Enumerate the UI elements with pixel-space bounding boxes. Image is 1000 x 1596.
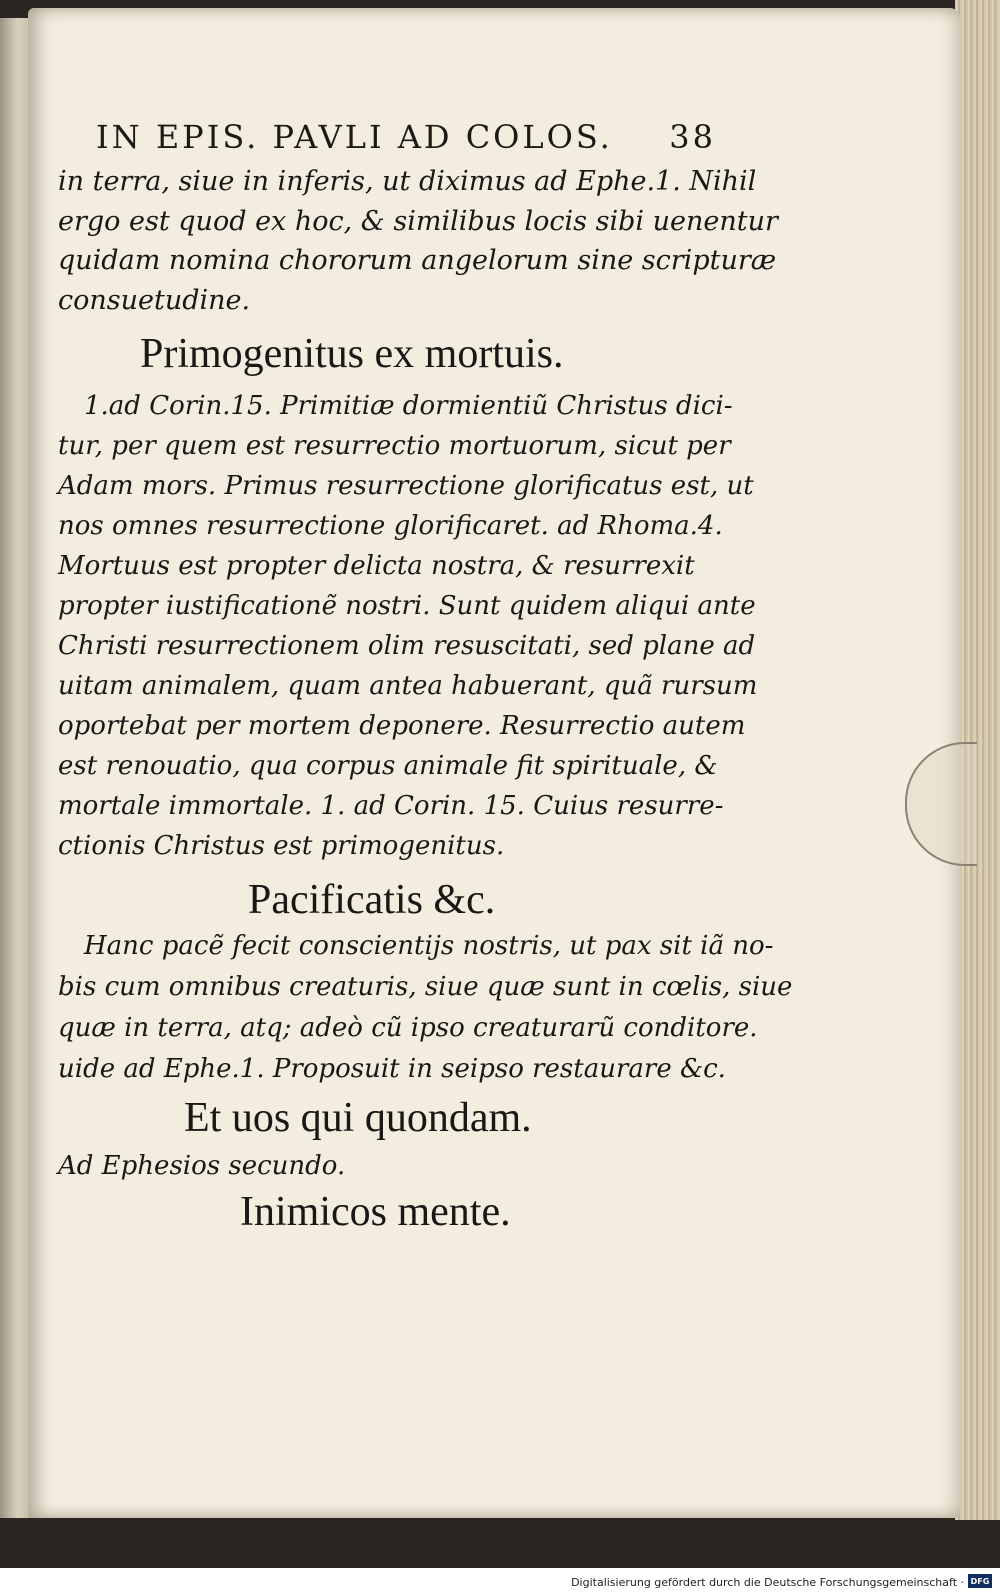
paragraph-3 xyxy=(58,926,793,1090)
text-line: Ad Ephesios secundo. xyxy=(58,1151,346,1181)
text-line: tur, per quem est resurrectio mortuorum, sicut per xyxy=(58,431,731,461)
paragraph-2 xyxy=(58,386,758,866)
text-line: uide ad Ephe.1. Proposuit in seipso restaurare &c. xyxy=(58,1054,726,1084)
section-heading: Inimicos mente. xyxy=(240,1189,511,1235)
text-line: 1.ad Corin.15. Primitiæ dormientiũ Christus dici- xyxy=(84,391,733,421)
text-line: nos omnes resurrectione glorificaret. ad Rhoma.4. xyxy=(58,511,723,541)
text-line: consuetudine. xyxy=(58,284,251,316)
funding-credit: Digitalisierung gefördert durch die Deutsche Forschungsgemeinschaft · xyxy=(571,1576,964,1589)
running-head xyxy=(96,118,716,156)
section-heading: Pacificatis &c. xyxy=(248,877,496,923)
text-line: quidam nomina chororum angelorum sine scripturæ xyxy=(58,245,777,276)
text-line: propter iustificationẽ nostri. Sunt quidem aliqui ante xyxy=(58,591,756,621)
running-head-title: IN EPIS. PAVLI AD COLOS. xyxy=(96,118,613,156)
text-line: ctionis Christus est primogenitus. xyxy=(58,831,505,861)
text-line: quæ in terra, atq; adeò cũ ipso creaturarũ conditore. xyxy=(58,1013,758,1043)
paragraph-4 xyxy=(58,1146,718,1186)
text-line: Hanc pacẽ fecit conscientijs nostris, ut pax sit iã no- xyxy=(84,931,774,961)
section-heading: Primogenitus ex mortuis. xyxy=(140,331,564,377)
folio-number: 38 xyxy=(669,118,716,156)
section-heading: Et uos qui quondam. xyxy=(184,1095,532,1141)
text-line: Adam mors. Primus resurrectione glorificatus est, ut xyxy=(58,471,754,501)
text-line: Christi resurrectionem olim resuscitati, sed plane ad xyxy=(58,631,756,661)
text-line: mortale immortale. 1. ad Corin. 15. Cuius resurre- xyxy=(58,791,724,821)
text-line: est renouatio, qua corpus animale fit spirituale, & xyxy=(58,751,718,781)
text-line: ergo est quod ex hoc, & similibus locis sibi uenentur xyxy=(58,205,778,237)
paragraph-1 xyxy=(58,162,778,320)
text-line: bis cum omnibus creaturis, siue quæ sunt in cœlis, siue xyxy=(58,972,793,1002)
dfg-logo-icon: DFG xyxy=(968,1574,992,1588)
text-line: oportebat per mortem deponere. Resurrectio autem xyxy=(58,711,746,741)
text-line: Mortuus est propter delicta nostra, & resurrexit xyxy=(58,551,695,581)
text-line: in terra, siue in inferis, ut diximus ad Ephe.1. Nihil xyxy=(58,166,757,197)
text-line: uitam animalem, quam antea habuerant, quã rursum xyxy=(58,671,758,701)
